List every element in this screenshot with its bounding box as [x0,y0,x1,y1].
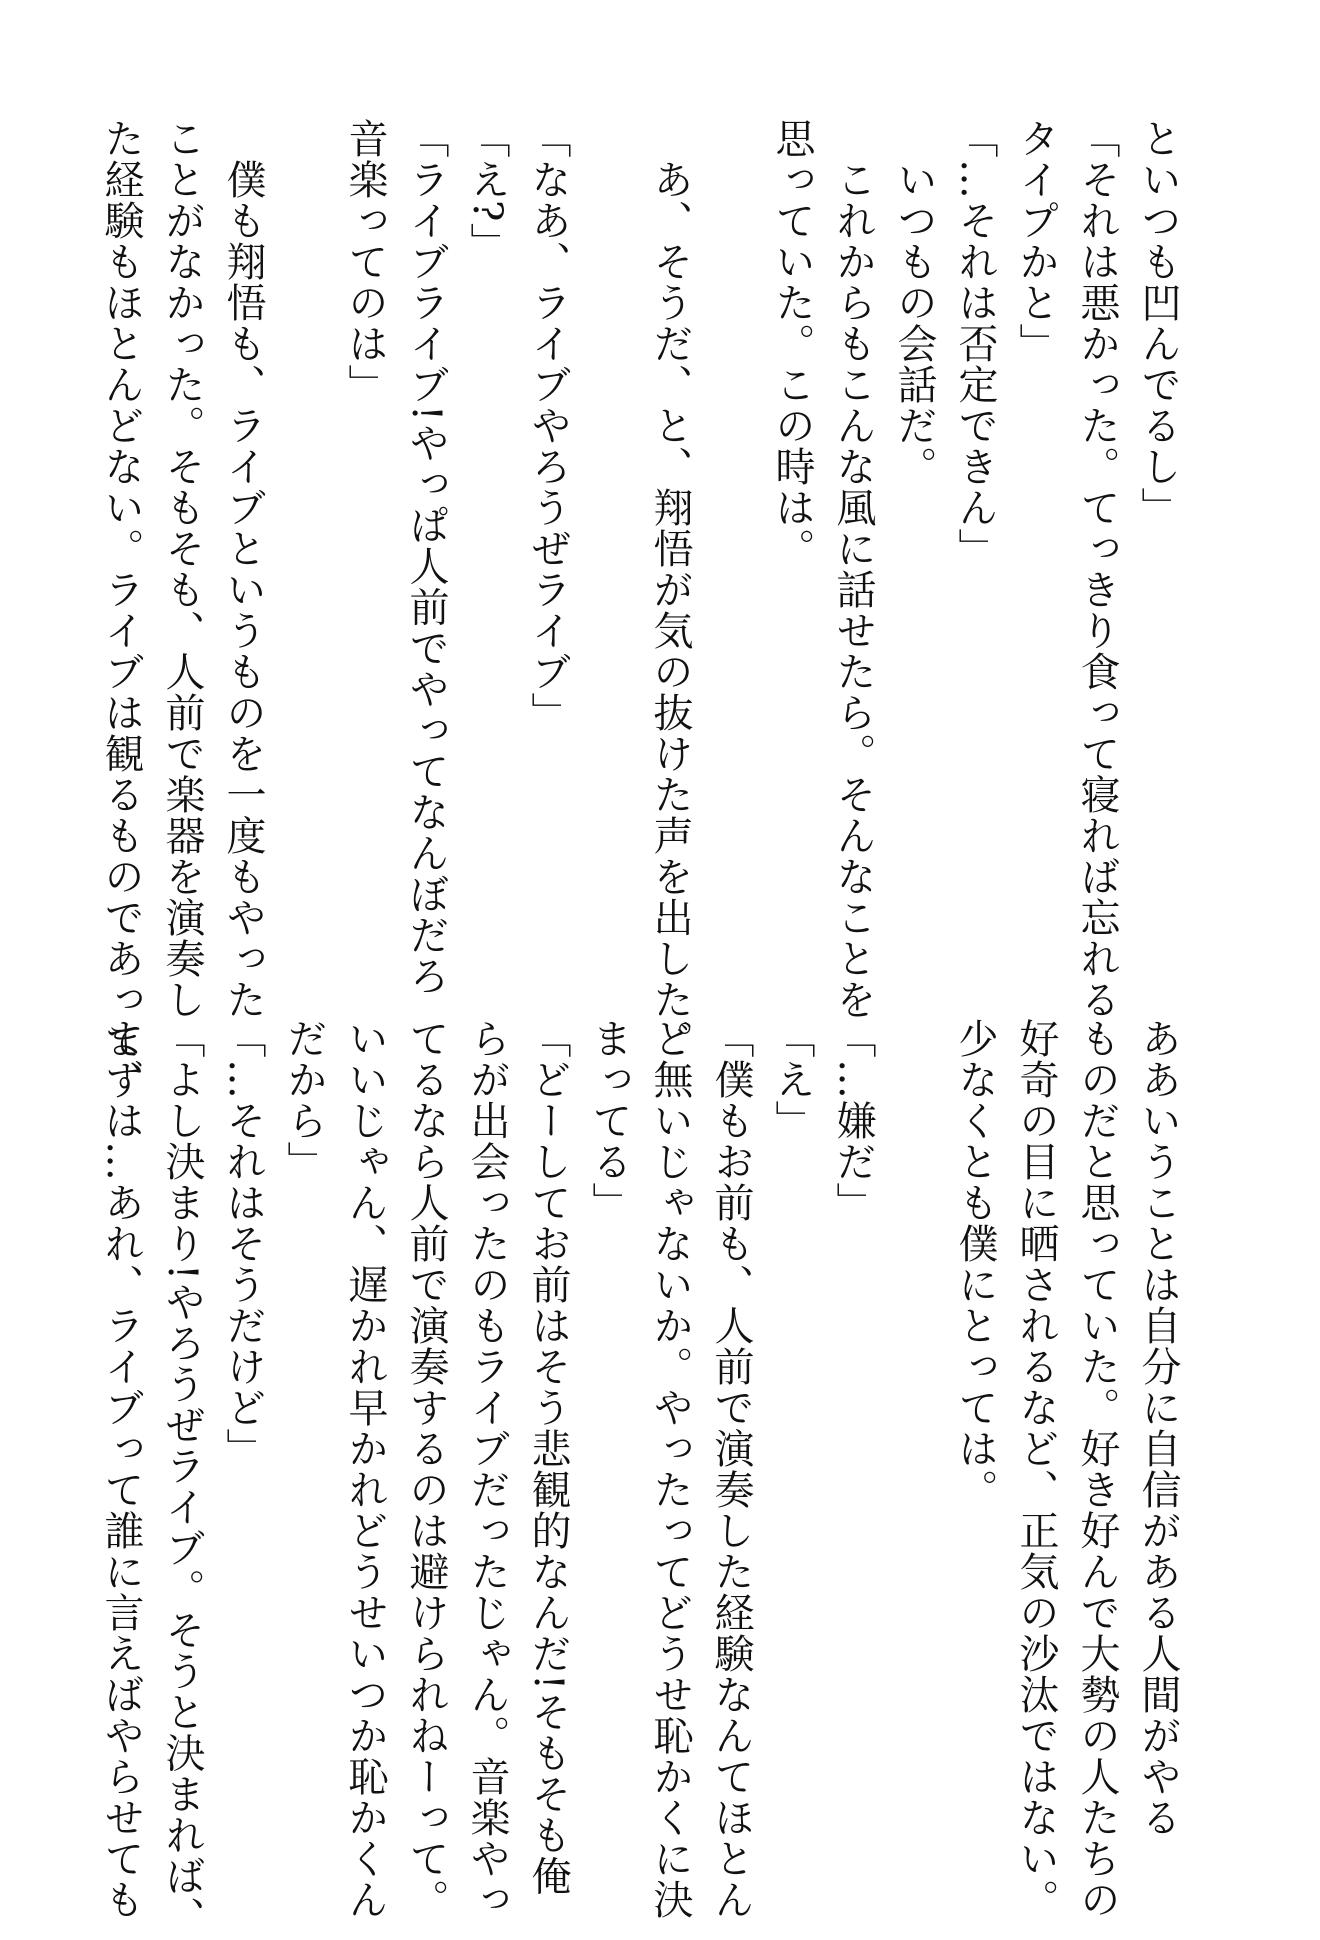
upper-text-block: といつも凹んでるし」 「それは悪かった。てっきり食って寝れば忘れる タイプかと」 「…それは否定できん」 いつもの会話だ。 これからもこんな風に話せたら。そんなことを 思っていた。この時は。 あ、そうだ、と、翔悟が気の抜けた声を出した。 「なあ、ライブやろうぜライブ」 「え?」 「ライブライブ!やっぱ人前でやってなんぼだろ 音楽ってのは」 僕も翔悟も、ライブというものを一度もやった ことがなかった。そもそも、人前で楽器を演奏し た経験もほとんどない。ライブは観るものであって、 [98,118,1181,1102]
lower-text-block: ああいうことは自分に自信がある人間がやる ものだと思っていた。好き好んで大勢の人たちの 好奇の目に晒されるなど、正気の沙汰ではない。 少なくとも僕にとっては。 「…嫌だ」 「え」 「僕もお前も、人前で演奏した経験なんてほとん ど無いじゃないか。やったってどうせ恥かくに決 まってる」 「どーしてお前はそう悲観的なんだ!そもそも俺 らが出会ったのもライブだったじゃん。音楽やっ てるなら人前で演奏するのは避けられねーって。 いいじゃん、遅かれ早かれどうせいつか恥かくん だから」 「…それはそうだけど」 「よし決まり!やろうぜライブ。そうと決まれば、 まずは…あれ、ライブって誰に言えばやらせても [98,1018,1181,1938]
